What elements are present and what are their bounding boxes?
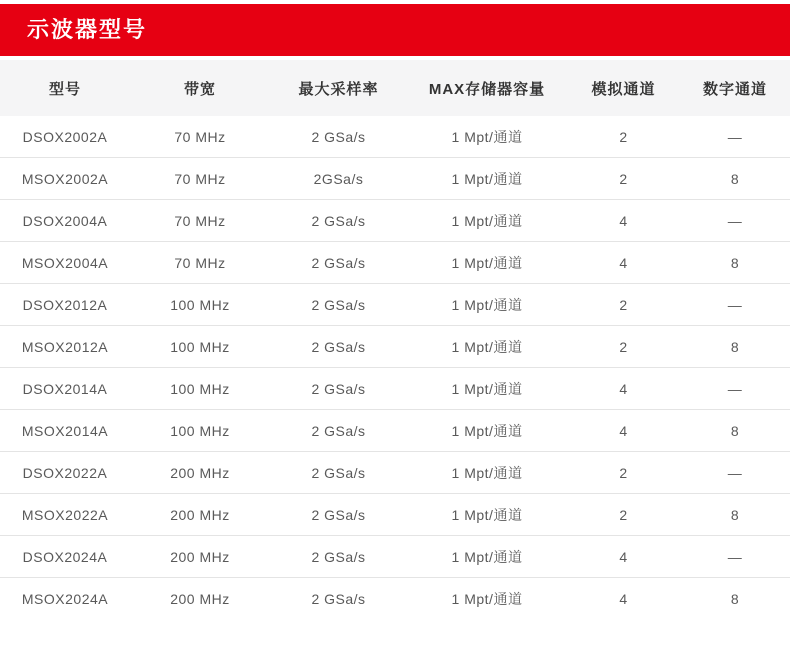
cell-digital-channels: 8 [680, 494, 790, 536]
table-row [0, 284, 790, 326]
cell-bandwidth: 100 MHz [130, 284, 270, 326]
cell-model: DSOX2014A [0, 368, 130, 410]
table-row [0, 158, 790, 200]
cell-max-memory: 1 Mpt/通道 [407, 326, 567, 368]
cell-digital-channels: 8 [680, 158, 790, 200]
cell-max-memory: 1 Mpt/通道 [407, 578, 567, 620]
cell-max-memory: 1 Mpt/通道 [407, 536, 567, 578]
cell-max-sample-rate: 2GSa/s [270, 158, 407, 200]
cell-bandwidth: 200 MHz [130, 536, 270, 578]
cell-max-memory: 1 Mpt/通道 [407, 494, 567, 536]
cell-max-sample-rate: 2 GSa/s [270, 452, 407, 494]
cell-digital-channels: — [680, 200, 790, 242]
cell-digital-channels: 8 [680, 410, 790, 452]
cell-max-memory: 1 Mpt/通道 [407, 368, 567, 410]
cell-model: MSOX2024A [0, 578, 130, 620]
table-row [0, 578, 790, 620]
cell-model: MSOX2012A [0, 326, 130, 368]
cell-max-sample-rate: 2 GSa/s [270, 410, 407, 452]
cell-max-memory: 1 Mpt/通道 [407, 452, 567, 494]
cell-model: DSOX2024A [0, 536, 130, 578]
table-row [0, 452, 790, 494]
cell-digital-channels: 8 [680, 326, 790, 368]
cell-analog-channels: 4 [567, 368, 680, 410]
cell-model: DSOX2022A [0, 452, 130, 494]
cell-model: DSOX2012A [0, 284, 130, 326]
cell-analog-channels: 2 [567, 158, 680, 200]
cell-max-memory: 1 Mpt/通道 [407, 200, 567, 242]
column-header-model: 型号 [0, 60, 130, 116]
cell-analog-channels: 2 [567, 452, 680, 494]
cell-digital-channels: 8 [680, 578, 790, 620]
cell-model: MSOX2014A [0, 410, 130, 452]
column-header-digital-channels: 数字通道 [680, 60, 790, 116]
spec-table-body [0, 116, 790, 619]
cell-max-sample-rate: 2 GSa/s [270, 284, 407, 326]
cell-analog-channels: 4 [567, 536, 680, 578]
cell-bandwidth: 200 MHz [130, 578, 270, 620]
cell-max-sample-rate: 2 GSa/s [270, 578, 407, 620]
cell-model: MSOX2004A [0, 242, 130, 284]
spec-table-head [0, 60, 790, 116]
cell-bandwidth: 70 MHz [130, 200, 270, 242]
cell-analog-channels: 4 [567, 200, 680, 242]
section-title: 示波器型号 [27, 17, 148, 42]
cell-analog-channels: 2 [567, 326, 680, 368]
cell-bandwidth: 70 MHz [130, 242, 270, 284]
cell-max-sample-rate: 2 GSa/s [270, 536, 407, 578]
cell-bandwidth: 70 MHz [130, 116, 270, 158]
cell-max-sample-rate: 2 GSa/s [270, 494, 407, 536]
cell-analog-channels: 2 [567, 116, 680, 158]
cell-bandwidth: 100 MHz [130, 368, 270, 410]
table-row [0, 242, 790, 284]
cell-analog-channels: 4 [567, 242, 680, 284]
cell-bandwidth: 200 MHz [130, 494, 270, 536]
table-row [0, 368, 790, 410]
cell-digital-channels: — [680, 116, 790, 158]
cell-analog-channels: 4 [567, 410, 680, 452]
cell-max-sample-rate: 2 GSa/s [270, 326, 407, 368]
table-row [0, 494, 790, 536]
column-header-analog-channels: 模拟通道 [567, 60, 680, 116]
cell-digital-channels: — [680, 536, 790, 578]
section-banner [0, 4, 790, 56]
cell-analog-channels: 4 [567, 578, 680, 620]
table-row [0, 116, 790, 158]
cell-max-sample-rate: 2 GSa/s [270, 200, 407, 242]
header-row [0, 60, 790, 116]
cell-analog-channels: 2 [567, 284, 680, 326]
cell-model: DSOX2002A [0, 116, 130, 158]
spec-table-container [0, 60, 790, 619]
column-header-bandwidth: 带宽 [130, 60, 270, 116]
cell-max-sample-rate: 2 GSa/s [270, 368, 407, 410]
cell-analog-channels: 2 [567, 494, 680, 536]
cell-digital-channels: — [680, 452, 790, 494]
spec-table [0, 60, 790, 619]
cell-digital-channels: — [680, 368, 790, 410]
table-row [0, 536, 790, 578]
cell-model: MSOX2022A [0, 494, 130, 536]
cell-max-sample-rate: 2 GSa/s [270, 116, 407, 158]
cell-max-sample-rate: 2 GSa/s [270, 242, 407, 284]
table-row [0, 326, 790, 368]
cell-bandwidth: 100 MHz [130, 326, 270, 368]
cell-model: DSOX2004A [0, 200, 130, 242]
cell-max-memory: 1 Mpt/通道 [407, 284, 567, 326]
cell-model: MSOX2002A [0, 158, 130, 200]
table-row [0, 200, 790, 242]
cell-digital-channels: — [680, 284, 790, 326]
cell-max-memory: 1 Mpt/通道 [407, 158, 567, 200]
cell-bandwidth: 200 MHz [130, 452, 270, 494]
cell-max-memory: 1 Mpt/通道 [407, 116, 567, 158]
cell-max-memory: 1 Mpt/通道 [407, 410, 567, 452]
column-header-max-memory: MAX存储器容量 [407, 60, 567, 116]
cell-digital-channels: 8 [680, 242, 790, 284]
cell-max-memory: 1 Mpt/通道 [407, 242, 567, 284]
cell-bandwidth: 70 MHz [130, 158, 270, 200]
cell-bandwidth: 100 MHz [130, 410, 270, 452]
table-row [0, 410, 790, 452]
column-header-max-sample-rate: 最大采样率 [270, 60, 407, 116]
